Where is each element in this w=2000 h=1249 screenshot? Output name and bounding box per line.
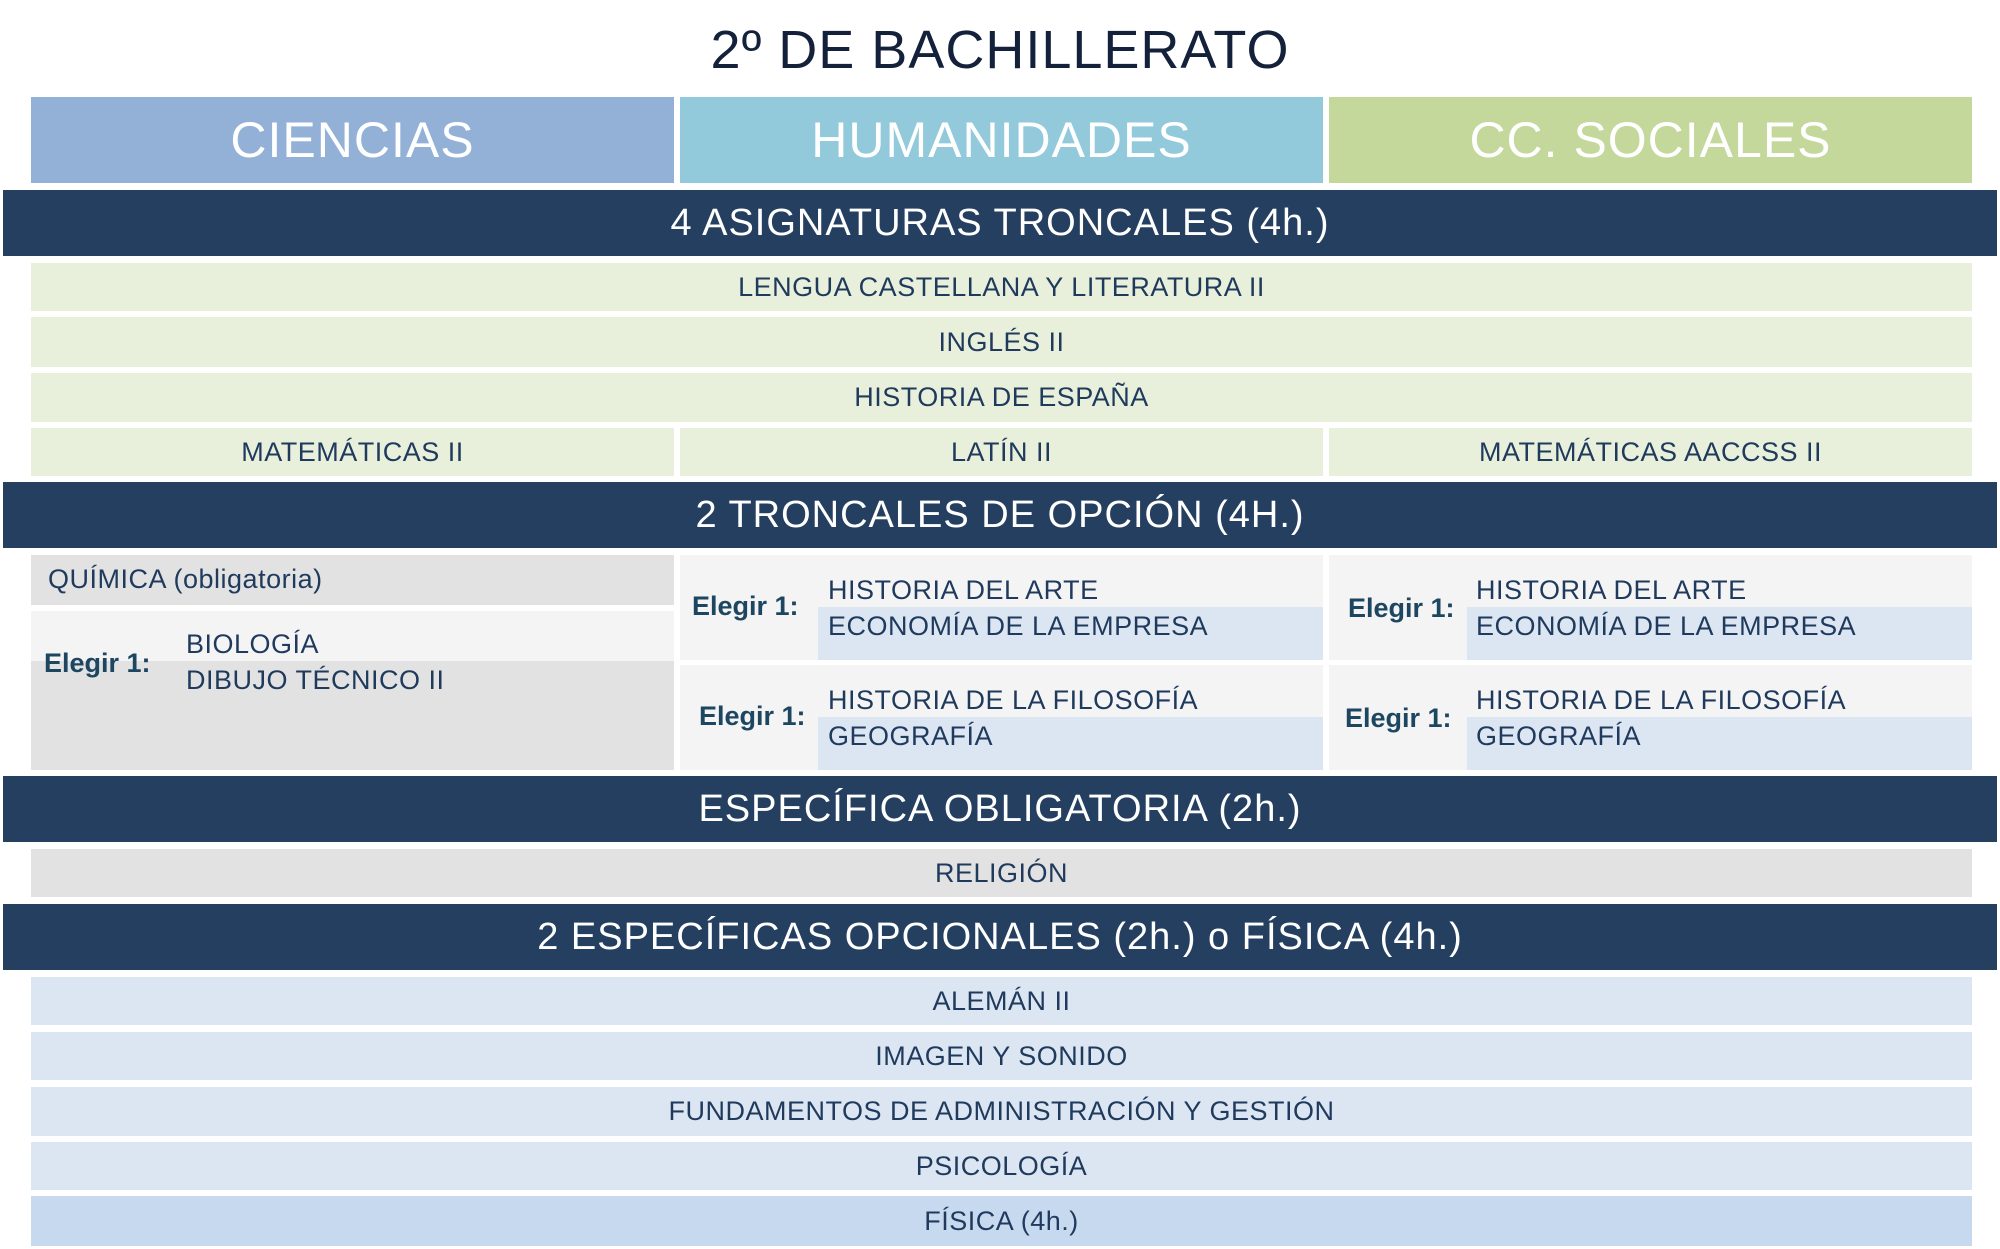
column-header-sociales: CC. SOCIALES (1329, 97, 1972, 183)
subject-cell-matematicas: MATEMÁTICAS II (31, 428, 674, 476)
subject-row-imagen-sonido: IMAGEN Y SONIDO (31, 1032, 1972, 1080)
option-historia-arte: HISTORIA DEL ARTE (828, 575, 1099, 605)
option-historia-filosofia: HISTORIA DE LA FILOSOFÍA (828, 685, 1199, 715)
elegir-label: Elegir 1: (1348, 593, 1455, 623)
option-economia-empresa: ECONOMÍA DE LA EMPRESA (1476, 611, 1857, 641)
section-header-opcion: 2 TRONCALES DE OPCIÓN (4H.) (3, 482, 1997, 548)
subject-row-aleman: ALEMÁN II (31, 977, 1972, 1025)
option-geografia: GEOGRAFÍA (828, 721, 994, 751)
section-header-opcionales: 2 ESPECÍFICAS OPCIONALES (2h.) o FÍSICA (4h.) (3, 904, 1997, 970)
subject-row-ingles: INGLÉS II (31, 317, 1972, 367)
opcion-ciencias-elegir-cell (31, 611, 674, 770)
subject-row-historia-espana: HISTORIA DE ESPAÑA (31, 373, 1972, 422)
option-economia-empresa: ECONOMÍA DE LA EMPRESA (828, 611, 1209, 641)
subject-cell-matematicas-aaccss: MATEMÁTICAS AACCSS II (1329, 428, 1972, 476)
subject-row-religion: RELIGIÓN (31, 849, 1972, 897)
subject-row-fundamentos-administracion: FUNDAMENTOS DE ADMINISTRACIÓN Y GESTIÓN (31, 1087, 1972, 1136)
elegir-label: Elegir 1: (699, 701, 806, 731)
option-dibujo-tecnico: DIBUJO TÉCNICO II (186, 665, 445, 695)
opcion-ciencias-obligatoria-cell (31, 555, 674, 605)
opcion-sociales-group2 (1329, 665, 1972, 770)
column-header-ciencias: CIENCIAS (31, 97, 674, 183)
elegir-label: Elegir 1: (44, 648, 151, 678)
option-historia-filosofia: HISTORIA DE LA FILOSOFÍA (1476, 685, 1847, 715)
section-header-obligatoria: ESPECÍFICA OBLIGATORIA (2h.) (3, 776, 1997, 842)
opcion-humanidades-group1 (680, 555, 1323, 660)
elegir-label: Elegir 1: (1345, 703, 1452, 733)
option-geografia: GEOGRAFÍA (1476, 721, 1642, 751)
option-biologia: BIOLOGÍA (186, 629, 320, 659)
opcion-sociales-group1 (1329, 555, 1972, 660)
page-title: 2º DE BACHILLERATO (710, 20, 1290, 80)
subject-row-lengua: LENGUA CASTELLANA Y LITERATURA II (31, 263, 1972, 311)
column-header-humanidades: HUMANIDADES (680, 97, 1323, 183)
elegir-label: Elegir 1: (692, 591, 799, 621)
subject-row-fisica: FÍSICA (4h.) (31, 1196, 1972, 1246)
opcion-ciencias-obligatoria: QUÍMICA (obligatoria) (48, 564, 323, 594)
opcion-humanidades-group2 (680, 665, 1323, 770)
option-historia-arte: HISTORIA DEL ARTE (1476, 575, 1747, 605)
section-header-troncales: 4 ASIGNATURAS TRONCALES (4h.) (3, 190, 1997, 256)
subject-cell-latin: LATÍN II (680, 428, 1323, 476)
subject-row-psicologia: PSICOLOGÍA (31, 1142, 1972, 1190)
